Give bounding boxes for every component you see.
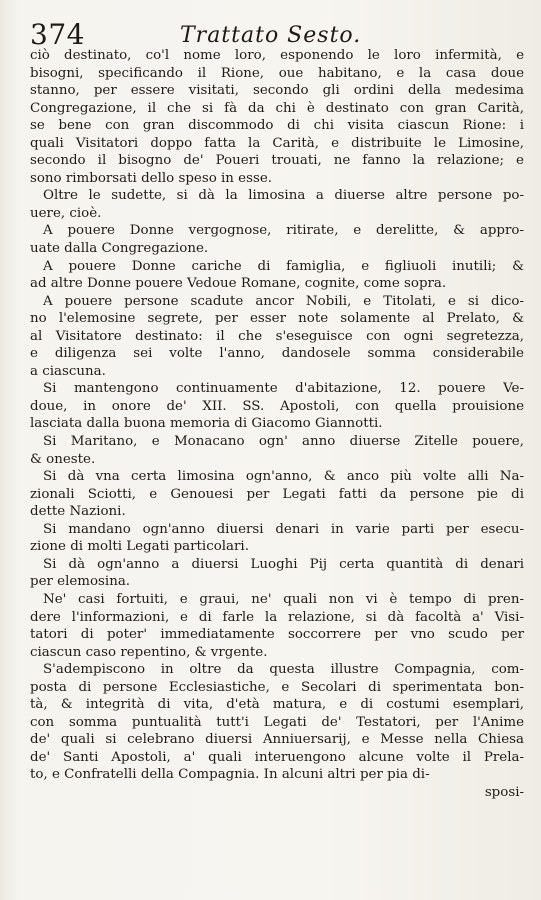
text-line: se bene con gran discommodo di chi visita ciascun Rione: i — [30, 118, 524, 134]
text-line: Si dà ogn'anno a diuersi Luoghi Pij certa quantità di denari — [43, 556, 524, 572]
paragraph — [30, 433, 524, 468]
text-line: a ciascuna. — [30, 363, 106, 379]
text-line: dere l'informazioni, e di farle la relazione, si dà facoltà a' Visi- — [30, 609, 524, 625]
text-line: ad altre Donne pouere Vedoue Romane, cognite, come sopra. — [30, 276, 447, 292]
text-line: zionali Sciotti, e Genouesi per Legati fatti da persone pie di — [30, 486, 524, 502]
text-line: Congregazione, il che si fà da chi è destinato con gran Carità, — [30, 100, 524, 116]
page-header — [30, 20, 523, 50]
paragraph — [30, 293, 524, 381]
paragraph — [30, 591, 524, 661]
text-line: tatori di poter' immediatamente soccorrere per vno scudo per — [30, 627, 524, 643]
text-line: Ne' casi fortuiti, e graui, ne' quali non vi è tempo di pren- — [43, 591, 524, 607]
text-line: bisogni, specificando il Rione, oue habitano, e la casa doue — [30, 65, 524, 81]
paragraph — [30, 187, 524, 222]
text-line: no l'elemosine segrete, per esser note solamente al Prelato, & — [30, 311, 524, 327]
text-line: dette Nazioni. — [30, 504, 126, 520]
text-line: lasciata dalla buona memoria di Giacomo Giannotti. — [30, 416, 383, 432]
text-line: ciò destinato, co'l nome loro, esponendo le loro infermità, e — [30, 48, 524, 63]
text-line: tà, & integrità di vita, d'età matura, e di costumi esemplari, — [30, 697, 524, 713]
text-line: ciascun caso repentino, & vrgente. — [30, 644, 268, 660]
text-line: A pouere Donne cariche di famiglia, e figliuoli inutili; & — [43, 258, 524, 274]
text-line: uate dalla Congregazione. — [30, 241, 209, 257]
text-line: e diligenza sei volte l'anno, dandosele somma considerabile — [30, 346, 524, 362]
text-line: Si dà vna certa limosina ogn'anno, & anco più volte alli Na- — [43, 469, 524, 485]
paragraph — [30, 258, 524, 293]
paragraph — [30, 380, 524, 433]
text-line: con somma puntualità tutt'i Legati de' Testatori, per l'Anime — [30, 714, 524, 730]
paragraph — [30, 47, 524, 187]
text-line: Oltre le sudette, si dà la limosina a diuerse altre persone po- — [43, 188, 524, 204]
show-through-margin — [0, 340, 22, 540]
text-line: Si mandano ogn'anno diuersi denari in varie parti per esecu- — [43, 521, 524, 537]
text-line: al Visitatore destinato: il che s'eseguisce con ogni segretezza, — [30, 328, 524, 344]
text-line: S'adempiscono in oltre da questa illustre Compagnia, com- — [43, 662, 524, 678]
text-line: secondo il bisogno de' Poueri trouati, ne fanno la relazione; e — [30, 153, 524, 169]
catchword: sposi- — [484, 784, 524, 800]
text-line: stanno, per essere visitati, secondo gli ordini della medesima — [30, 83, 524, 99]
text-line: per elemosina. — [30, 574, 131, 590]
text-line: & oneste. — [30, 451, 96, 467]
text-line: de' quali si celebrano diuersi Anniuersarij, e Messe nella Chiesa — [30, 732, 524, 748]
text-line: posta di persone Ecclesiastiche, e Secolari di sperimentata bon- — [30, 679, 524, 695]
paragraph — [30, 468, 524, 521]
body-text — [30, 47, 524, 802]
text-line: sono rimborsati dello speso in esse. — [30, 170, 273, 186]
paragraph — [30, 222, 524, 257]
text-line: uere, cioè. — [30, 205, 102, 221]
text-line: A pouere persone scadute ancor Nobili, e Titolati, e si dico- — [43, 293, 524, 309]
text-line: quali Visitatori doppo fatta la Carità, e distribuite le Limosine, — [30, 135, 524, 151]
running-head: Trattato Sesto. — [180, 23, 362, 48]
text-line: Si Maritano, e Monacano ogn' anno diuerse Zitelle pouere, — [43, 434, 524, 450]
paragraph — [30, 521, 524, 556]
text-line: doue, in onore de' XII. SS. Apostoli, con quella prouisione — [30, 398, 524, 414]
page-number: 374 — [30, 18, 85, 51]
paragraph — [30, 556, 524, 591]
text-line: to, e Confratelli della Compagnia. In alcuni altri per pia di- — [30, 767, 430, 783]
text-line: de' Santi Apostoli, a' quali interuengono alcune volte il Prela- — [30, 749, 524, 765]
paragraph — [30, 661, 524, 784]
text-line: zione di molti Legati particolari. — [30, 539, 249, 555]
text-line: A pouere Donne vergognose, ritirate, e derelitte, & appro- — [43, 223, 524, 239]
text-line: Si mantengono continuamente d'abitazione, 12. pouere Ve- — [43, 381, 524, 397]
